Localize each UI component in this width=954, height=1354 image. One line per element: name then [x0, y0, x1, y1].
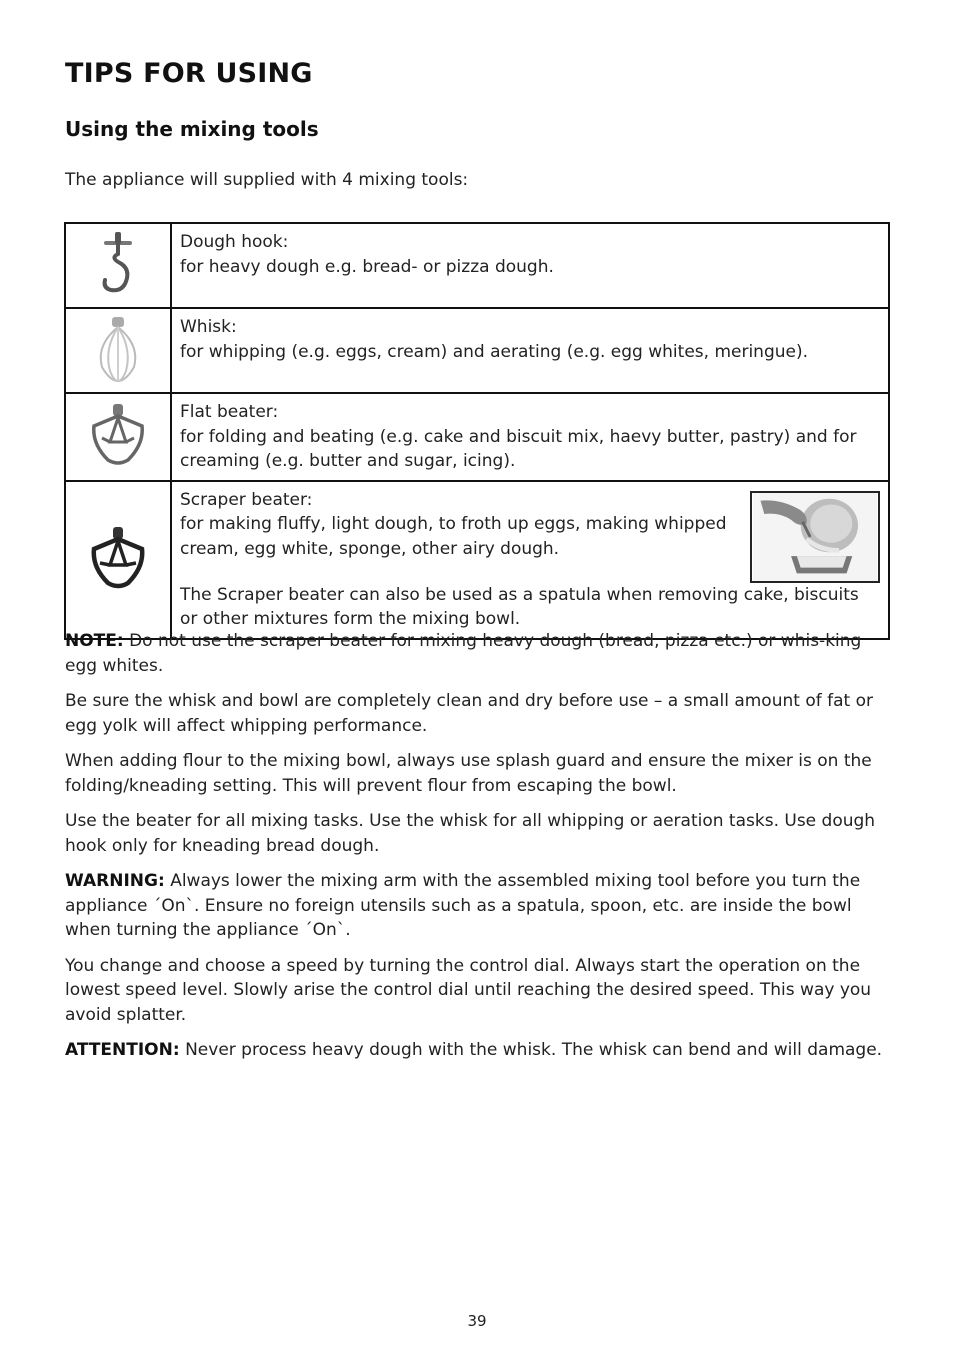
attention-paragraph — [65, 1038, 887, 1063]
tool-text-cell — [171, 481, 889, 639]
table-row — [65, 393, 889, 481]
tool-description: for folding and beating (e.g. cake and biscuit mix, haevy butter, pastry) and for creaming (e.g. butter and sugar, icing). — [180, 426, 857, 471]
section-title: Using the mixing tools — [65, 117, 319, 141]
tool-icon-cell — [65, 393, 171, 481]
scraper-usage-photo — [750, 491, 880, 583]
flat-beater-icon — [88, 402, 148, 468]
tool-name: Scraper beater: — [180, 489, 313, 510]
scraper-beater-icon — [88, 525, 148, 591]
usage-tips — [65, 629, 887, 1074]
tool-text-cell — [171, 308, 889, 393]
attention-label: ATTENTION: — [65, 1040, 180, 1060]
tool-name: Whisk: — [180, 317, 237, 337]
tool-name: Flat beater: — [180, 402, 279, 422]
tool-icon-cell — [65, 308, 171, 393]
tool-description: for making fluffy, light dough, to froth up eggs, making whipped cream, egg white, sponge, other airy dough. — [180, 514, 727, 559]
warning-text: Always lower the mixing arm with the assembled mixing tool before you turn the appliance ´On`. Ensure no foreign utensils such as a spatula, spoon, etc. are inside the bowl when turning the appliance ´On`. — [65, 871, 861, 940]
tool-icon-cell — [65, 481, 171, 639]
tool-description: for heavy dough e.g. bread- or pizza dough. — [180, 256, 554, 277]
tool-description: for whipping (e.g. eggs, cream) and aerating (e.g. egg whites, meringue). — [180, 341, 809, 362]
tool-note: The Scraper beater can also be used as a spatula when removing cake, biscuits or other mixtures form the mixing bowl. — [180, 584, 859, 629]
warning-paragraph — [65, 869, 887, 943]
flour-paragraph: When adding flour to the mixing bowl, always use splash guard and ensure the mixer is on the folding/kneading setting. This will prevent flour from escaping the bowl. — [65, 751, 872, 796]
note-paragraph — [65, 629, 887, 678]
table-row — [65, 223, 889, 308]
page-title: TIPS FOR USING — [65, 58, 313, 89]
tool-text-cell — [171, 223, 889, 308]
warning-label: WARNING: — [65, 871, 165, 891]
note-text: Do not use the scraper beater for mixing heavy dough (bread, pizza etc.) or whis-king egg whites. — [65, 631, 862, 676]
mixing-tools-table — [64, 222, 890, 640]
intro-text: The appliance will supplied with 4 mixing tools: — [65, 170, 469, 190]
clean-paragraph: Be sure the whisk and bowl are completely clean and dry before use – a small amount of fat or egg yolk will affect whipping performance. — [65, 691, 873, 736]
tool-name: Dough hook: — [180, 232, 289, 252]
speed-paragraph: You change and choose a speed by turning the control dial. Always start the operation on the lowest speed level. Slowly arise the control dial until reaching the desired speed. This way you avoid splatter. — [65, 955, 872, 1025]
dough-hook-icon — [93, 230, 143, 298]
attention-text: Never process heavy dough with the whisk. The whisk can bend and will damage. — [185, 1040, 883, 1060]
beater-paragraph: Use the beater for all mixing tasks. Use the whisk for all whipping or aeration tasks. Use dough hook only for kneading bread dough. — [65, 811, 876, 856]
tool-icon-cell — [65, 223, 171, 308]
whisk-icon — [90, 315, 146, 383]
table-row — [65, 481, 889, 639]
note-label: NOTE: — [65, 631, 124, 651]
table-row — [65, 308, 889, 393]
page-number: 39 — [467, 1312, 487, 1330]
tool-text-cell — [171, 393, 889, 481]
